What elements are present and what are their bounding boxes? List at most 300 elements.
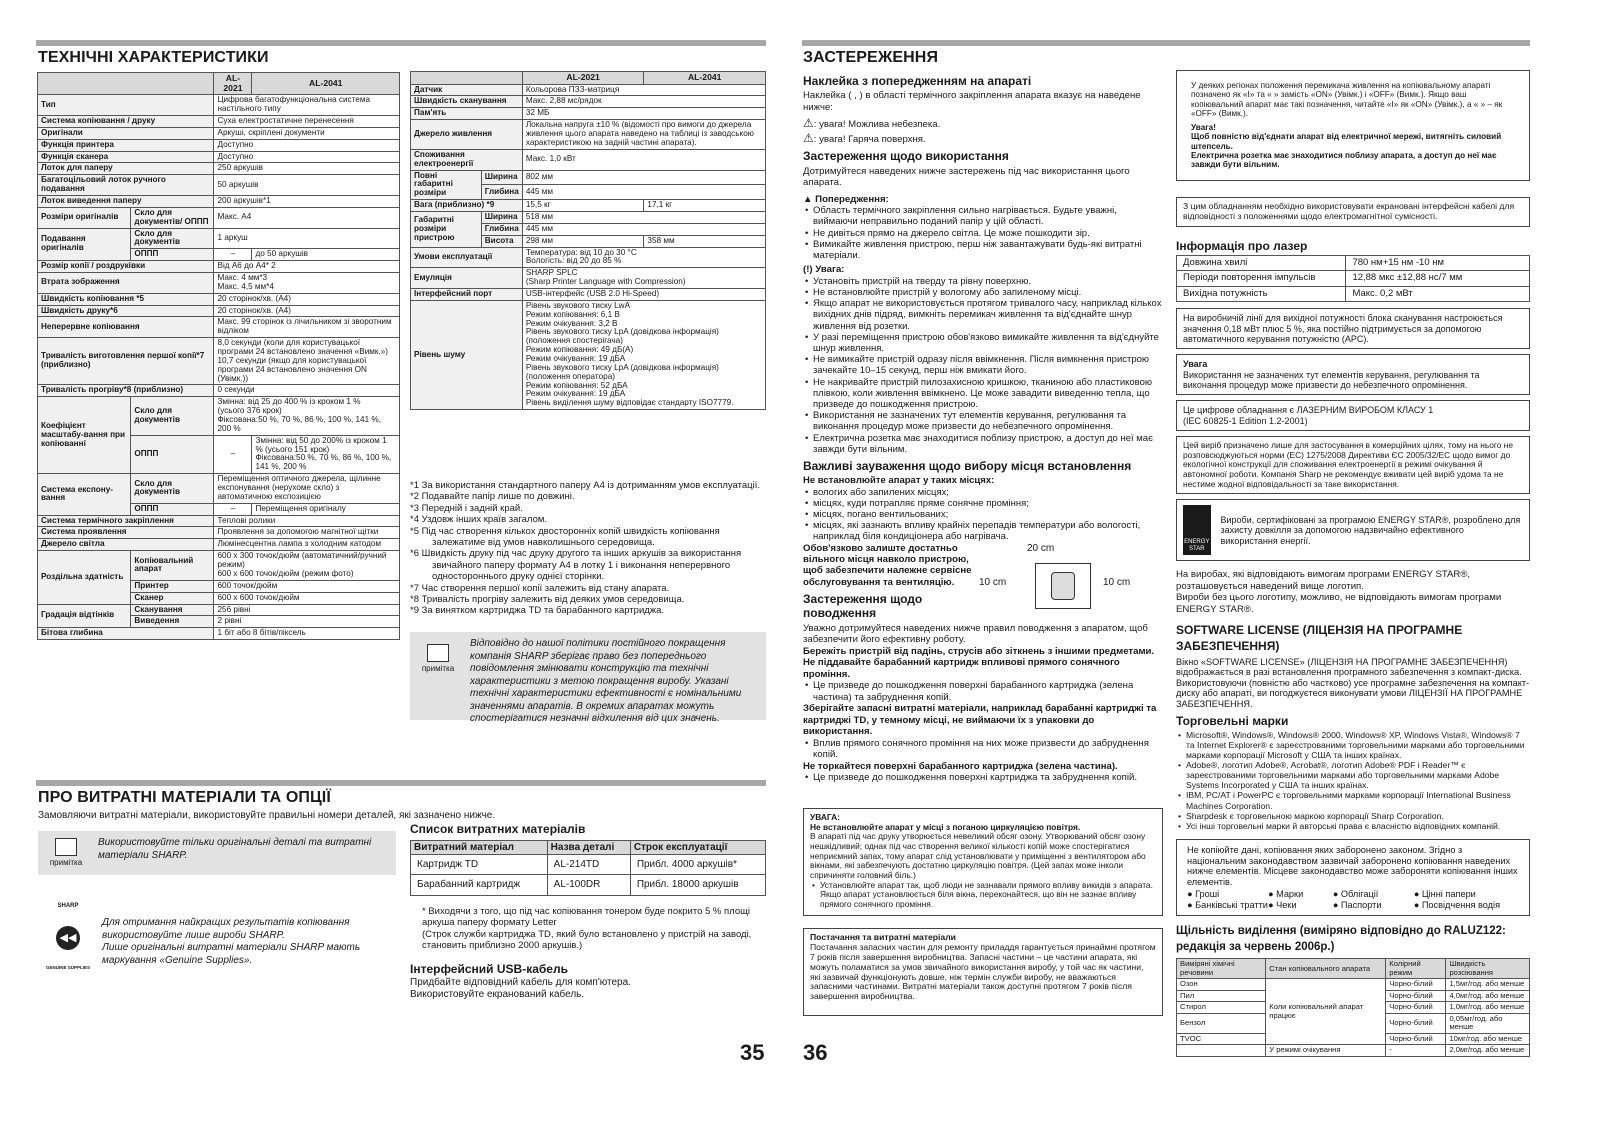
table-cell: Теплові ролики [214,515,400,527]
supplies-footnote: * Виходячи з того, що під час копіювання тонером буде покрито 5 % площі аркуша паперу формату Letter (Строк служби картриджа TD, який було встановлено у пристрій на заводі, становить приблизно 2000 аркушів.) [422,906,752,952]
emission-title: Щільність виділення (виміряно відповідно до RALUZ122: редакція за червень 2006р.) [1176,925,1506,953]
list-item: • Установіть пристрій на тверду та рівну поверхню. [803,276,1163,287]
table-cell: Функція сканера [38,151,214,163]
table-cell: Чорно-білий [1386,1033,1446,1045]
table-cell: – [214,503,252,515]
table-header-cell: Швидкість розсіювання [1446,959,1530,979]
table-cell: 2 рівні [214,616,400,628]
table-row [38,151,400,163]
table-cell: Від A6 до A4* 2 [214,261,400,273]
list-item: • місцях, які зазнають впливу крайніх перепадів температури або вологості, наприклад біля кондиціонера або нагрівача. [803,520,1163,542]
table-cell: 20 сторінок/хв. (A4) [214,293,400,305]
handling-rule-3: Зберігайте запасні витратні матеріали, наприклад барабанні картриджі та картриджі TD, у темному місці, не виймаючи їх з упаковки до використання. [803,703,1157,738]
supplies-list-title: Список витратних матеріалів [410,822,586,836]
table-cell: Тип [38,95,214,116]
table-row [411,200,766,212]
supplies-intro: Замовляючи витратні матеріали, використовуйте правильні номери деталей, які зазначено нижче. [38,810,496,821]
warning-triangle-icon: ⚠ [803,116,814,131]
list-item: • Microsoft®, Windows®, Windows® 2000, Windows® XP, Windows Vista®, Windows® 7 та Internet Explorer® є зареєстрованими торговельними марками або торговельними марками корпорації Microsoft у США та інших країнах. [1176,730,1530,760]
warning-line-2: ⚠: увага! Гаряча поверхня. [803,130,926,145]
table-cell: Коефіцієнт масштабу-вання при копіюванні [38,397,131,474]
copy-prohibited-box: Не копіюйте дані, копіювання яких заборонено законом. Згідно з національним законодавством зазвичай заборонено копіювання наведених нижче елементів. Місцеве законодавство може забороняти копіювання інших елементів. ● Гроші ● Марки ● Облігації ● Цінні папери ● Банківські тратти ● Чеки ● Паспорти ● Посвідчення водія [1176,839,1530,916]
emc-box: З цим обладнанням необхідно використовувати екрановані інтерфейсні кабелі для відповідності з положеннями щодо електромагнітної сумісності. [1176,197,1530,227]
clearance-text: Обов'язково залиште достатньо вільного місця навколо пристрою, щоб забезпечити належне сервісне обслуговування та вентиляцію. Застереження щодо поводження [803,542,972,621]
table-row [38,551,400,581]
table-cell: 1,0мг/год. або менше [1446,1002,1530,1014]
handling-rule-3-detail: • Вплив прямого сонячного проміння на них може призвести до забруднення копій. [803,738,1163,761]
list-item: • Усі інші торговельні марки й авторські права є власністю відповідних компаній. [1176,821,1530,831]
right-header-bar [802,40,1530,46]
footnote: *1 За використання стандартного паперу A4 із дотриманням умов експлуатації. [410,480,760,491]
table-cell: Неперервне копіювання [38,317,214,338]
table-cell: Роздільна здатність [38,551,131,604]
table-cell: Пам'ять [411,108,523,120]
table-cell: Габаритні розміри пристрою [411,211,482,247]
table-cell: 298 мм [522,235,644,247]
table-row [38,474,400,504]
table-row [411,288,766,300]
table-cell: Стирол [1177,1002,1266,1014]
footnote: *7 Час створення першої копії залежить від стану апарата. [410,582,670,594]
table-cell: 8,0 секунди (коли для користувацької програми 24 встановлено значення «Вимк.») 10,7 секунди (якщо для користувацької програми 24 встановлено значення ON (Увімк.)) [214,338,400,385]
cautions-column [803,70,1163,784]
table-cell: Проявлення за допомогою магнітної щітки [214,527,400,539]
table-cell: Скло для документів [131,474,214,504]
table-cell: Повні габаритні розміри [411,170,482,200]
table-cell: 256 рівні [214,604,400,616]
table-cell: Тривалість прогріву*8 (приблизно) [38,385,214,397]
list-item: • вологих або запилених місцях; [803,487,1163,498]
table-cell: Макс. 4 мм*3 Макс. 4,5 мм*4 [214,273,400,294]
list-item: • Adobe®, логотип Adobe®, Acrobat®, логотип Adobe® PDF і Reader™ є зареєстрованими торговельними марками або торговельними марками Adobe Systems Incorporated у США та інших країнах. [1176,760,1530,790]
table-cell: Система копіювання / друку [38,115,214,127]
note-icon: примітка [420,644,456,674]
warning-line-1: ⚠: увага! Можлива небезпека. [803,116,941,131]
table-row [38,207,400,228]
table-cell: 445 мм [522,223,765,235]
table-cell: 4,0мг/год. або менше [1446,990,1530,1002]
list-item: • Використання не зазначених тут елементів керування, регулювання та виконання процедур може призвести до небезпечного опромінення. [803,410,1163,432]
energy-star-logo: ENERGY STAR [1183,505,1211,555]
table-cell: Пил [1177,990,1266,1002]
table-cell: Озон [1177,979,1266,991]
trademarks-list [1176,730,1530,831]
table-cell: Копіювальний апарат [131,551,214,581]
table-cell: 600 x 600 точок/дюйм [214,592,400,604]
table-cell: 15,5 кг [522,200,644,212]
table-cell: Суха електростатичне перенесення [214,115,400,127]
table-cell: Ширина [481,170,522,185]
table-row [1177,271,1530,287]
footnote: *4 Уздовж інших країв загалом. [410,514,548,526]
table-cell: Споживання електроенергії [411,149,523,170]
placement-title: Важливі зауваження щодо вибору місця встановлення [803,459,1132,474]
table-cell: AL-214TD [547,855,630,875]
table-cell: SHARP SPLC (Sharp Printer Language with Compression) [522,268,765,289]
table-cell: 780 нм+15 нм -10 нм [1346,255,1530,271]
table-cell: Скло для документів [131,397,214,435]
table-row [411,72,766,85]
list-item: • Sharpdesk є торговельною маркою корпорації Sharp Corporation. [1176,811,1530,821]
table-cell: Інтерфейсний порт [411,288,523,300]
table-cell: Макс. 1,0 кВт [522,149,765,170]
table-row [411,149,766,170]
table-row [38,228,400,249]
table-row [38,539,400,551]
footnotes [410,480,766,617]
table-row [38,127,400,139]
table-row [411,96,766,108]
table-cell: – [214,435,252,473]
use-intro: Дотримуйтеся наведених нижче застережень під час використання цього апарата. [803,165,1130,189]
energy-star-text: На виробах, які відповідають вимогам програми ENERGY STAR®, розташовується наведений вище логотип. Вироби без цього логотипу, можливо, не відповідають вимогам програми ENERGY STAR®. [1176,569,1502,615]
table-header-cell: AL-2041 [644,72,766,85]
list-item: • Електрична розетка має знаходитися поблизу пристрою, а доступ до неї має завжди бути вільним. [803,433,1163,455]
table-cell: 600 x 300 точок/дюйм (автоматичний/ручний режим) 600 x 600 точок/дюйм (режим фото) [214,551,400,581]
table-cell: Чорно-білий [1386,990,1446,1002]
table-cell: - [1386,1045,1446,1057]
table-row [38,397,400,435]
table-row [38,163,400,175]
table-cell: Періоди повторення імпульсів [1177,271,1346,287]
left-header-bar-2 [36,780,766,786]
usb-title: Інтерфейсний USB-кабель [410,962,568,976]
table-cell: Бензол [1177,1013,1266,1033]
table-cell: Макс. 0,2 мВт [1346,286,1530,302]
table-cell: Джерело живлення [411,120,523,150]
footnote: *8 Тривалість прогріву залежить від деяких умов середовища. [410,593,685,605]
list-item: • Не дивіться прямо на джерело світла. Це може пошкодити зір. [803,228,1163,239]
table-row [38,338,400,385]
caution-list [803,276,1163,455]
table-cell: USB-інтерфейс (USB 2.0 Hi-Speed) [522,288,765,300]
table-cell: ОППП [131,503,214,515]
list-item: • У разі переміщення пристрою обов'язково вимикайте живлення та від'єднуйте шнур живлення. [803,332,1163,354]
table-cell: Принтер [131,580,214,592]
page-number-35: 35 [740,1040,765,1065]
table-cell: Локальна напруга ±10 % (відомості про вимоги до джерела живлення цього апарата наведено на таблиці із заводською характеристикою на задній частині апарата). [522,120,765,150]
table-row [1177,1045,1530,1057]
table-row [411,300,766,409]
table-cell: Кольорова ПЗЗ-матриця [522,84,765,96]
laser-title: Інформація про лазер [1176,238,1308,253]
table-row [38,139,400,151]
table-cell: ОППП [131,435,214,473]
table-cell: Умови експлуатації [411,247,523,268]
usb-text: Придбайте відповідний кабель для комп'ютера. Використовуйте екранований кабель. [410,977,631,1000]
table-cell [1177,1045,1266,1057]
table-cell: Чорно-білий [1386,979,1446,991]
power-switch-box: У деяких регіонах положення перемикача живлення на копіювальному апараті позначено як «I» та « » замість «ON» (Увімк.) і «OFF» (Вимк.). Якщо ваш копіювальний апарат має такі позначення, читайте «I» як «ON» (Увімк.), а « » – як «OFF» (Вимк.). Увага! Щоб повністю від'єднати апарат від електричної мережі, витягніть силовий штепсель. Електрична розетка має знаходитися поблизу апарата, а доступ до неї має завжди бути вільним. [1176,70,1530,181]
table-header-cell [38,73,214,95]
table-cell: Швидкість копіювання *5 [38,293,214,305]
table-cell: У режимі очікування [1266,1045,1386,1057]
handling-rule-2-detail: • Це призведе до пошкодження поверхні барабанного картриджа (зелена частина) та забруднення копій. [803,680,1163,703]
footnote: *2 Подавайте папір лише по довжині. [410,491,575,503]
list-item: • Якщо апарат не використовується протягом тривалого часу, наприклад кількох вихідних днів підряд, вимкніть перемикач живлення та від'єднайте шнур живлення від розетки. [803,298,1163,332]
warning-icon: ▲ [803,193,813,205]
handling-rule-4-detail: • Це призведе до пошкодження поверхні картриджа та забруднення копій. [803,772,1163,784]
laser-apc-box: На виробничій лінії для вихідної потужності блока сканування настроюється значення 0,18 мВт плюс 5 %, яка постійно підтримується за допомогою автоматичного керування потужністю (APC). [1176,308,1530,349]
page-title-cautions: ЗАСТЕРЕЖЕННЯ [803,49,939,66]
software-license-title: SOFTWARE LICENSE (ЛІЦЕНЗІЯ НА ПРОГРАМНЕ ЗАБЕЗПЕЧЕННЯ) [1176,623,1463,654]
placement-subtitle: Не встановлюйте апарат у таких місцях: [803,475,995,487]
table-row [1177,255,1530,271]
table-cell: 50 аркушів [214,175,400,196]
table-cell: Емуляція [411,268,523,289]
table-cell: 0,05мг/год. або менше [1446,1013,1530,1033]
page-number-36: 36 [803,1040,828,1065]
table-cell: ОППП [131,249,214,261]
prohibited-item: ● Чеки [1267,899,1297,910]
table-cell: Глибина [481,185,522,200]
table-cell: Оригінали [38,127,214,139]
table-row [411,841,766,855]
sticker-title: Наклейка з попередженням на апараті [803,74,1032,88]
footnote: *9 За винятком картриджа TD та барабанного картриджа. [410,605,665,617]
table-cell: Розміри оригіналів [38,207,131,228]
table-row [1177,979,1530,991]
table-header-cell: Назва деталі [547,841,630,855]
list-item: • Область термічного закріплення сильно нагрівається. Будьте уважні, виймаючи неправильно поданий папір у цій області. [803,205,1163,227]
table-row [38,317,400,338]
table-row [38,515,400,527]
table-row [38,261,400,273]
handling-intro: Уважно дотримуйтеся наведених нижче правил поводження з апаратом, щоб забезпечити його ефективну роботу. [803,622,1148,646]
table-cell: Коли копіювальний апарат працює [1266,979,1386,1045]
table-row [38,385,400,397]
table-cell: 17,1 кг [644,200,766,212]
table-cell: Вага (приблизно) *9 [411,200,523,212]
table-cell: Датчик [411,84,523,96]
table-cell: Швидкість друку*6 [38,305,214,317]
table-cell: 518 мм [522,211,765,223]
table-cell: AL-100DR [547,875,630,895]
table-cell: 1,5мг/год. або менше [1446,979,1530,991]
placement-list [803,487,1163,543]
table-header-cell: AL-2021 [214,73,252,95]
trademarks-title: Торговельні марки [1176,713,1289,728]
table-row [1177,959,1530,979]
prohibited-item: ● Гроші [1187,889,1220,900]
table-cell: Температура: від 10 до 30 °C Вологість: від 20 до 85 % [522,247,765,268]
table-cell: Цифрова багатофункціональна система настільного типу [214,95,400,116]
table-row [411,108,766,120]
table-cell: Втрата зображення [38,273,214,294]
sharp-genuine-logo: SHARP ◀◀ GENUINE SUPPLIES [46,902,91,970]
table-cell: Макс. A4 [214,207,400,228]
table-row [38,95,400,116]
table-cell: Скло для документів/ ОППП [131,207,214,228]
clearance-block [803,543,1163,623]
table-cell: Доступно [214,151,400,163]
commercial-use-box: Цей виріб призначено лише для застосування в комерційних цілях, тому на нього не розповсюджуються норми (ЕС) 1275/2008 Директиви ЄС 2005/32/ЕС щодо вимог до екологічної конструкції для споживання електроенергії в режимі очікування й автономної роботи. Компанія Sharp не рекомендує вживати цей виріб удома та не нестиме жодної відповідальності за таке використання. [1176,436,1530,494]
table-cell: Швидкість сканування [411,96,523,108]
table-cell: Тривалість виготовлення першої копії*7 (приблизно) [38,338,214,385]
table-cell: Джерело світла [38,539,214,551]
list-item: • місцях, погано вентильованих; [803,509,1163,520]
table-cell: 600 точок/дюйм [214,580,400,592]
supplies-table [410,840,766,896]
table-cell: 10мг/год. або менше [1446,1033,1530,1045]
list-item: • Не вимикайте пристрій одразу після ввімкнення. Після вимкнення пристрою зачекайте 10–15 секунд, перш ніж вмикати його. [803,354,1163,376]
table-row [411,875,766,895]
table-cell: 1 біт або 8 бітів/піксель [214,628,400,640]
table-cell: Багатоцільовий лоток ручного подавання [38,175,214,196]
table-row [411,120,766,150]
table-row [38,195,400,207]
prohibited-item: ● Банківські тратти [1187,899,1268,910]
emission-table [1176,958,1530,1057]
list-item: • місцях, куди потрапляє пряме сонячне проміння; [803,498,1163,509]
clearance-diagram [979,543,1159,613]
list-item: • Вимикайте живлення пристрою, перш ніж завантажувати будь-які витратні матеріали. [803,239,1163,261]
table-cell: Прибл. 4000 аркушів* [630,855,765,875]
note-policy: примітка Відповідно до нашої політики постійного покращення компанія SHARP зберігає право без попереднього повідомлення змінювати конструкцію та технічні характеристики з метою покращення виробу. Указані технічні характеристики ефективності є номінальними значеннями апаратів. В окремих апаратах можуть спостерігатися незначні відхилення від цих значень. [410,632,766,720]
note-genuine-supplies: SHARP ◀◀ GENUINE SUPPLIES Для отримання найкращих результатів копіювання використовуйте лише вироби SHARP. Лише оригінальні витратні матеріали SHARP мають маркування «Genuine Supplies». [38,886,396,950]
table-cell: 445 мм [522,185,765,200]
handling-rule-4: Не торкайтеся поверхні барабанного картриджа (зелена частина). [803,760,1118,772]
table-cell: Скло для документів [131,228,214,249]
list-item: • IBM, PC/AT і PowerPC є торговельними марками корпорації International Business Machines Corporation. [1176,790,1530,810]
table-header-cell: Витратний матеріал [411,841,548,855]
prohibited-item: ● Марки [1267,889,1304,900]
table-row [38,273,400,294]
table-header-cell: Виміряні хімічні речовини [1177,959,1266,979]
table-cell: Функція принтера [38,139,214,151]
table-cell: 20 сторінок/хв. (A4) [214,305,400,317]
hot-surface-icon: ⚠ [803,130,814,145]
table-cell: TVOC [1177,1033,1266,1045]
printer-icon [1035,563,1091,609]
caution-icon: (!) [803,264,813,276]
dim-left-label: 10 cm [979,576,1007,588]
table-cell: Вихідна потужність [1177,286,1346,302]
laser-table [1176,255,1530,303]
table-cell: 802 мм [522,170,765,185]
table-cell: 12,88 мкс ±12,88 нс/7 мм [1346,271,1530,287]
table-cell: Переміщення оригіналу [252,503,400,515]
warning-heading: ▲ Попередження: [803,193,889,205]
left-header-bar [36,40,766,46]
note-genuine-parts: примітка Використовуйте тільки оригінальні деталі та витратні матеріали SHARP. [38,831,396,875]
specs-table-2 [410,71,766,410]
prohibited-item: ● Облігації [1332,889,1379,900]
table-cell: Картридж TD [411,855,548,875]
table-row [411,247,766,268]
energy-star-box: ENERGY STAR Вироби, сертифіковані за програмою ENERGY STAR®, розроблено для захисту довкілля за допомогою надзвичайно ефективного використання енергії. [1176,499,1530,561]
table-row [411,855,766,875]
table-row [38,628,400,640]
table-cell: Подавання оригіналів [38,228,131,261]
table-cell: до 50 аркушів [252,249,400,261]
sticker-text: Наклейка ( , ) в області термічного закріплення апарата вказує на наведене нижче: [803,90,1141,113]
table-cell: Макс. 99 сторінок із лічильником зі зворотним відліком [214,317,400,338]
table-header-cell [411,72,523,85]
table-cell: Змінна: від 50 до 200% із кроком 1 % (усього 151 крок) Фіксована:50 %, 70 %, 86 %, 100 %, 141 %, 200 % [252,435,400,473]
laser-class-box: Це цифрове обладнання є ЛАЗЕРНИМ ВИРОБОМ КЛАСУ 1 (IEC 60825-1 Edition 1.2-2001) [1176,400,1530,431]
table-cell: Переміщення оптичного джерела, щілинне експонування (нерухоме скло) з автоматичною експозицією [214,474,400,504]
table-row [38,293,400,305]
handling-rule-2: Не піддавайте барабанний картридж впливові прямого сонячного проміння. [803,657,1120,680]
table-row [411,211,766,223]
table-row [411,170,766,185]
table-cell: Сканування [131,604,214,616]
table-row [38,604,400,616]
table-cell: 358 мм [644,235,766,247]
table-cell: 2,0мг/год. або менше [1446,1045,1530,1057]
section-title-supplies: ПРО ВИТРАТНІ МАТЕРІАЛИ ТА ОПЦІЇ [38,789,331,806]
table-cell: Довжина хвилі [1177,255,1346,271]
table-cell: Прибл. 18000 аркушів [630,875,765,895]
table-header-cell: Строк експлуатації [630,841,765,855]
table-cell: Доступно [214,139,400,151]
use-title: Застереження щодо використання [803,149,1009,164]
specs-table-1 [37,72,400,640]
table-cell: Виведення [131,616,214,628]
table-cell: Бітова глибина [38,628,214,640]
warning-list [803,205,1163,261]
table-cell: Висота [481,235,522,247]
footnote: *3 Передній і задній край. [410,502,523,514]
table-row [38,527,400,539]
table-row [411,84,766,96]
table-cell: Аркуші, скріплені документи [214,127,400,139]
table-cell: Люмінесцентна лампа з холодним катодом [214,539,400,551]
caution-heading: (!) Увага: [803,264,845,276]
table-cell: Лоток для паперу [38,163,214,175]
table-row [38,73,400,95]
table-cell: Система проявлення [38,527,214,539]
table-cell: 1 аркуш [214,228,400,249]
handling-title: Застереження щодо поводження [803,591,923,621]
table-cell: Барабанний картридж [411,875,548,895]
table-cell: Розмір копії / роздруківки [38,261,214,273]
table-row [38,115,400,127]
table-cell: Система термічного закріплення [38,515,214,527]
table-row [411,268,766,289]
table-header-cell: AL-2041 [252,73,400,95]
handling-rule-1: Бережіть пристрій від падінь, струсів або зіткнень з іншими предметами. [803,645,1155,657]
page-title-specs: ТЕХНІЧНІ ХАРАКТЕРИСТИКИ [38,49,269,66]
dim-top-label: 20 cm [1027,542,1055,554]
table-cell: Рівень звукового тиску LwA Режим копіювання: 6,1 B Режим очікування: 3,2 B Рівень звукового тиску LpA (довідкова інформація) (положення спостерігача) Режим копіювання: 49 дБ(A) Режим очікування: 19 дБА Рівень звукового тиску LpA (довідкова інформація) (положення оператора) Режим копіювання: 52 дБА Режим очікування: 19 дБА Рівень виділення шуму відповідає стандарту ISO7779. [522,300,765,409]
ozone-warning-box: УВАГА: Не встановлюйте апарат у місці з поганою циркуляцією повітря. В апараті під час друку утворюється невеликий обсяг озону. Утворюваний обсяг озону нешкідливий; однак під час створення великої кількості копій може спостерігатися неприємний запах, тому апарат слід установлювати у приміщенні з вентилятором або вікнами, які забезпечують достатню циркуляцію повітря. (Цей запах може інколи спричиняти головний біль.) • Установлюйте апарат так, щоб люди не зазнавали прямого впливу викидів з апарата. Якщо апарат установлюється біля вікна, переконайтеся, що він не зазнає впливу прямого сонячного проміння. [803,808,1163,916]
table-header-cell: AL-2021 [522,72,644,85]
table-row [38,305,400,317]
parts-supply-box: Постачання та витратні матеріали Постачання запасних частин для ремонту приладдя гарантується принаймні протягом 7 років після завершення виробництва. Запасні частини – це частини апарата, які можуть поламатися за умов звичайного використання виробу, у той час як частини, які зазвичай функціонують довше, ніж термін служби виробу, не вважаються запасними частинами. Витратні матеріали також доступні протягом 7 років після завершення виробництва. [803,928,1163,1016]
table-row [1177,286,1530,302]
table-cell: Глибина [481,223,522,235]
table-cell: Рівень шуму [411,300,523,409]
note-icon: примітка [48,838,84,868]
table-cell: Чорно-білий [1386,1002,1446,1014]
table-header-cell: Стан копіювального апарата [1266,959,1386,979]
table-cell: Лоток виведення паперу [38,195,214,207]
table-cell: 32 МБ [522,108,765,120]
list-item: • Не встановлюйте пристрій у вологому або запиленому місці. [803,287,1163,298]
table-cell: Макс. 2,88 мс/рядок [522,96,765,108]
prohibited-item: ● Посвідчення водія [1413,899,1501,910]
table-row [38,175,400,196]
prohibited-item: ● Паспорти [1332,899,1382,910]
dim-right-label: 10 cm [1103,576,1131,588]
footnote: *6 Швидкість друку під час друку другого та інших аркушів за використання звичайного паперу формату A4 в лотку 1 і виконання неперервного одностороннього друку однієї сторінки. [410,548,742,583]
list-item: • Не накривайте пристрій пилозахисною кришкою, тканиною або пластиковою плівкою, коли живлення ввімкнено. Це може завадити виведенню тепла, що призведе до пошкодження пристрою. [803,377,1163,411]
table-cell: Чорно-білий [1386,1013,1446,1033]
table-cell: Ширина [481,211,522,223]
table-cell: 250 аркушів [214,163,400,175]
